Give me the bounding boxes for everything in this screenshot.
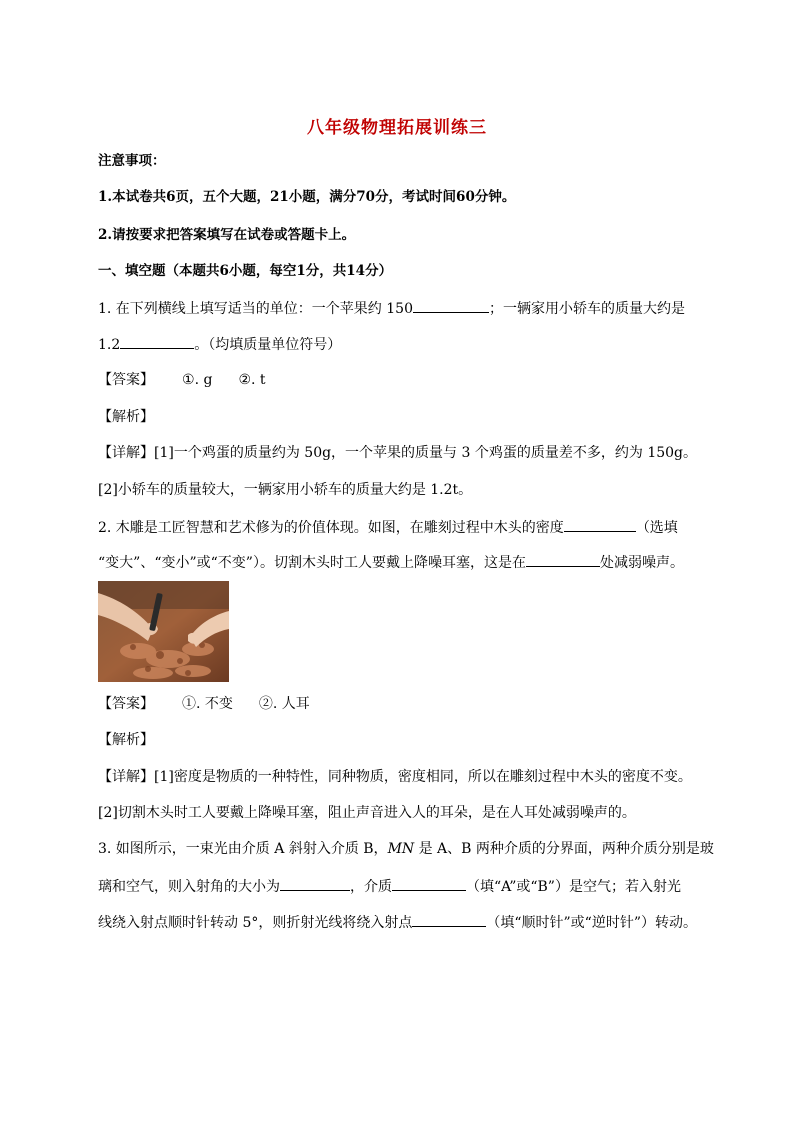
q2-detail-1: 【详解】[1]密度是物质的一种特性，同种物质，密度相同，所以在雕刻过程中木头的密度不变。 (98, 769, 692, 785)
q1-detail-1: 【详解】[1]一个鸡蛋的质量约为 50g，一个苹果的质量与 3 个鸡蛋的质量差不多，约为 150g。 (98, 445, 697, 461)
q1-text: ；一辆家用小轿车的质量大约是 (488, 301, 685, 317)
page-title: 八年级物理拓展训练三 (307, 118, 487, 138)
q3-text: 璃和空气，则入射角的大小为 (98, 879, 280, 895)
q2-text: （选填 (635, 520, 678, 536)
q3-line-3 (98, 912, 698, 933)
answer-value: . 人耳 (272, 696, 310, 712)
answer-label: 【答案】 (98, 372, 154, 388)
q1-line-2 (98, 334, 698, 355)
circled-number: ② (238, 372, 251, 388)
circled-number: ① (182, 696, 196, 712)
answer-label: 【答案】 (98, 696, 154, 712)
answer-item (259, 694, 310, 714)
q3-text: 3. 如图所示，一束光由介质 A 斜射入介质 B， (98, 841, 388, 857)
answer-item (182, 694, 233, 714)
answer-blank[interactable] (413, 298, 489, 313)
notice-heading: 注意事项： (98, 153, 166, 169)
analysis-label: 【解析】 (98, 409, 154, 425)
section-heading: 一、填空题（本题共6小题，每空1分，共14分） (98, 263, 393, 279)
q1-answer (98, 370, 698, 390)
answer-item (182, 370, 212, 390)
circled-number: ① (182, 372, 195, 388)
q1-text: 1.2 (98, 337, 121, 353)
q2-line-1 (98, 517, 698, 538)
answer-item (238, 370, 265, 390)
q3-variable: MN (387, 841, 415, 857)
q1-line-1 (98, 298, 698, 319)
q2-text: “变大”、“变小”或“不变”）。切割木头时工人要戴上降噪耳塞，这是在 (98, 555, 526, 571)
wood-carving-photo (98, 581, 229, 682)
q2-answer (98, 694, 698, 714)
circled-number: ② (258, 696, 273, 712)
answer-value: . 不变 (196, 696, 233, 712)
answer-blank[interactable] (392, 876, 466, 891)
q3-text: 线绕入射点顺时针转动 5°，则折射光线将绕入射点 (98, 915, 413, 931)
answer-blank[interactable] (412, 912, 486, 927)
q2-text: 处减弱噪声。 (599, 555, 684, 571)
answer-value: . g (194, 372, 213, 388)
q3-text: 是 A、B 两种介质的分界面，两种介质分别是玻 (414, 841, 714, 857)
q3-line-1 (98, 839, 714, 859)
q2-line-2 (98, 552, 698, 573)
q3-text: （填“A”或“B”）是空气；若入射光 (466, 879, 681, 895)
notice-item-1: 1.本试卷共6页，五个大题，21小题，满分70分，考试时间60分钟。 (98, 189, 516, 205)
q1-text: 1. 在下列横线上填写适当的单位：一个苹果约 150 (98, 301, 413, 317)
q1-text: 。（均填质量单位符号） (194, 337, 342, 353)
analysis-label: 【解析】 (98, 732, 154, 748)
answer-blank[interactable] (280, 876, 350, 891)
q3-line-2 (98, 876, 698, 897)
answer-value: . t (251, 372, 266, 388)
q2-text: 2. 木雕是工匠智慧和艺术修为的价值体现。如图，在雕刻过程中木头的密度 (98, 520, 564, 536)
q2-detail-2: [2]切割木头时工人要戴上降噪耳塞，阻止声音进入人的耳朵，是在人耳处减弱噪声的。 (98, 805, 636, 821)
q3-text: ，介质 (350, 879, 392, 895)
notice-item-2: 2.请按要求把答案填写在试卷或答题卡上。 (98, 227, 356, 243)
answer-blank[interactable] (120, 334, 194, 349)
q1-detail-2: [2]小轿车的质量较大，一辆家用小轿车的质量大约是 1.2t。 (98, 482, 473, 498)
answer-blank[interactable] (526, 552, 600, 567)
answer-blank[interactable] (564, 517, 636, 532)
q3-text: （填“顺时针”或“逆时针”）转动。 (486, 915, 697, 931)
